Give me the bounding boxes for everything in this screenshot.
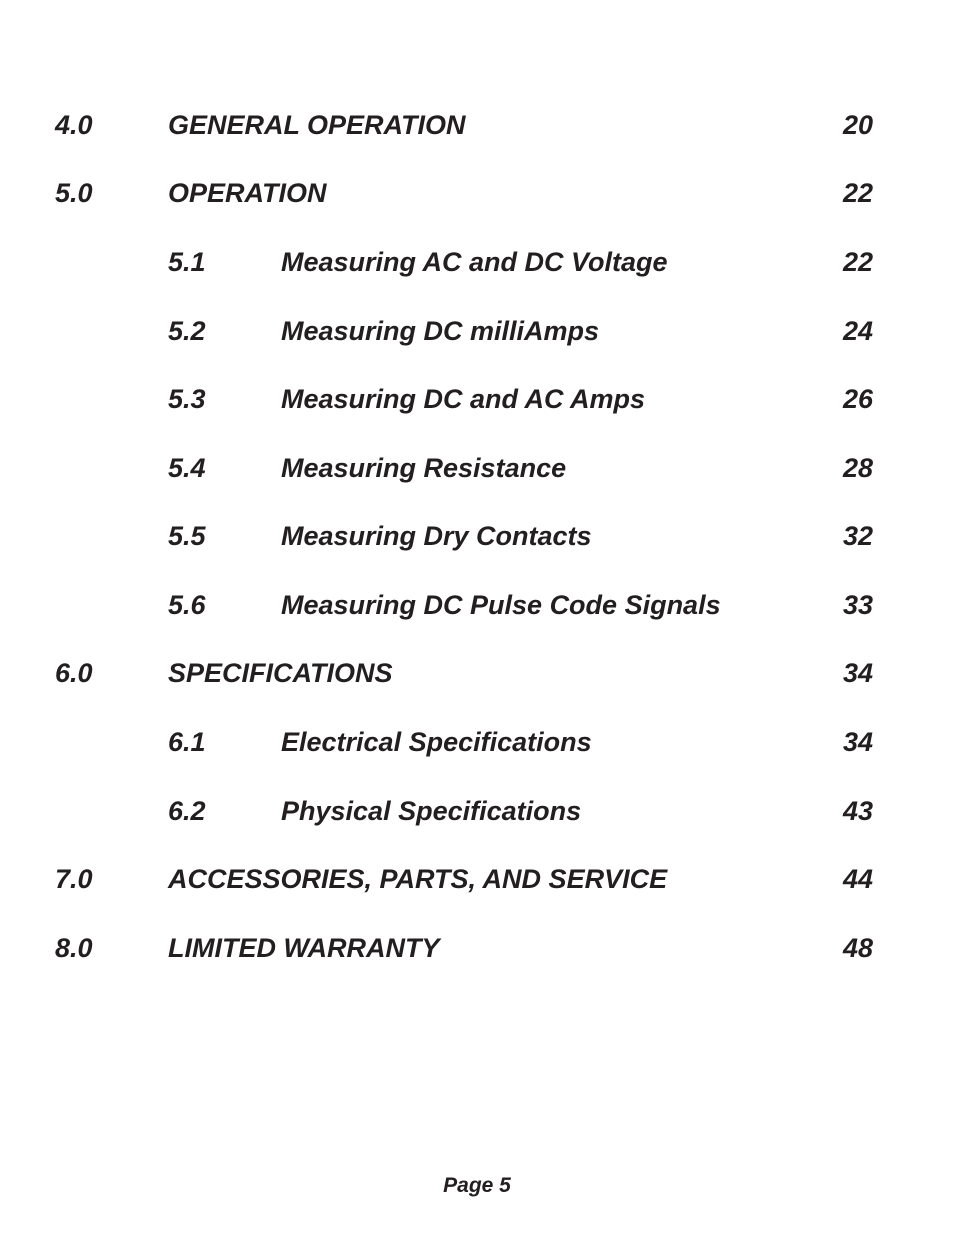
subsection-title: Physical Specifications xyxy=(281,796,582,826)
subsection-number: 5.3 xyxy=(168,384,206,414)
toc-entry-5-5 xyxy=(0,516,954,556)
toc-entry-6-2 xyxy=(0,791,954,831)
page-number: 32 xyxy=(842,521,873,551)
page-number: 24 xyxy=(842,316,873,346)
page-number: 34 xyxy=(842,727,873,757)
section-title: SPECIFICATIONS xyxy=(168,658,393,688)
subsection-title: Measuring DC and AC Amps xyxy=(281,384,646,414)
section-title: GENERAL OPERATION xyxy=(168,110,466,140)
page-footer: Page 5 xyxy=(443,1174,511,1197)
section-number: 8.0 xyxy=(55,933,93,963)
page-number: 48 xyxy=(842,933,873,963)
page-number: 22 xyxy=(842,247,873,277)
subsection-number: 5.2 xyxy=(168,316,206,346)
subsection-title: Measuring DC milliAmps xyxy=(281,316,600,346)
toc-entry-5-1 xyxy=(0,242,954,282)
subsection-title: Measuring AC and DC Voltage xyxy=(281,247,668,277)
section-number: 7.0 xyxy=(55,864,93,894)
section-title: ACCESSORIES, PARTS, AND SERVICE xyxy=(168,864,668,894)
toc-entry-5-3 xyxy=(0,379,954,419)
toc-entry-5-2 xyxy=(0,311,954,351)
toc-entry-5-0 xyxy=(0,173,954,213)
subsection-number: 5.1 xyxy=(168,247,206,277)
section-number: 4.0 xyxy=(55,110,93,140)
toc-entry-4-0 xyxy=(0,105,954,145)
subsection-number: 6.1 xyxy=(168,727,206,757)
toc-entry-8-0 xyxy=(0,928,954,968)
toc-entry-6-1 xyxy=(0,722,954,762)
toc-entry-5-4 xyxy=(0,448,954,488)
section-title: LIMITED WARRANTY xyxy=(168,933,440,963)
subsection-number: 5.6 xyxy=(168,590,206,620)
section-title: OPERATION xyxy=(168,178,327,208)
subsection-title: Measuring DC Pulse Code Signals xyxy=(281,590,721,620)
subsection-number: 5.4 xyxy=(168,453,206,483)
subsection-title: Measuring Dry Contacts xyxy=(281,521,592,551)
page-number: 33 xyxy=(842,590,873,620)
subsection-title: Electrical Specifications xyxy=(281,727,592,757)
subsection-number: 5.5 xyxy=(168,521,206,551)
page-number: 34 xyxy=(842,658,873,688)
page-number: 22 xyxy=(842,178,873,208)
section-number: 5.0 xyxy=(55,178,93,208)
toc-entry-7-0 xyxy=(0,859,954,899)
subsection-title: Measuring Resistance xyxy=(281,453,567,483)
page-number: 28 xyxy=(842,453,873,483)
page-number: 44 xyxy=(842,864,873,894)
page-number: 26 xyxy=(842,384,873,414)
subsection-number: 6.2 xyxy=(168,796,206,826)
page-number: 43 xyxy=(842,796,873,826)
section-number: 6.0 xyxy=(55,658,93,688)
toc-entry-6-0 xyxy=(0,653,954,693)
page-number: 20 xyxy=(842,110,873,140)
toc-entry-5-6 xyxy=(0,585,954,625)
